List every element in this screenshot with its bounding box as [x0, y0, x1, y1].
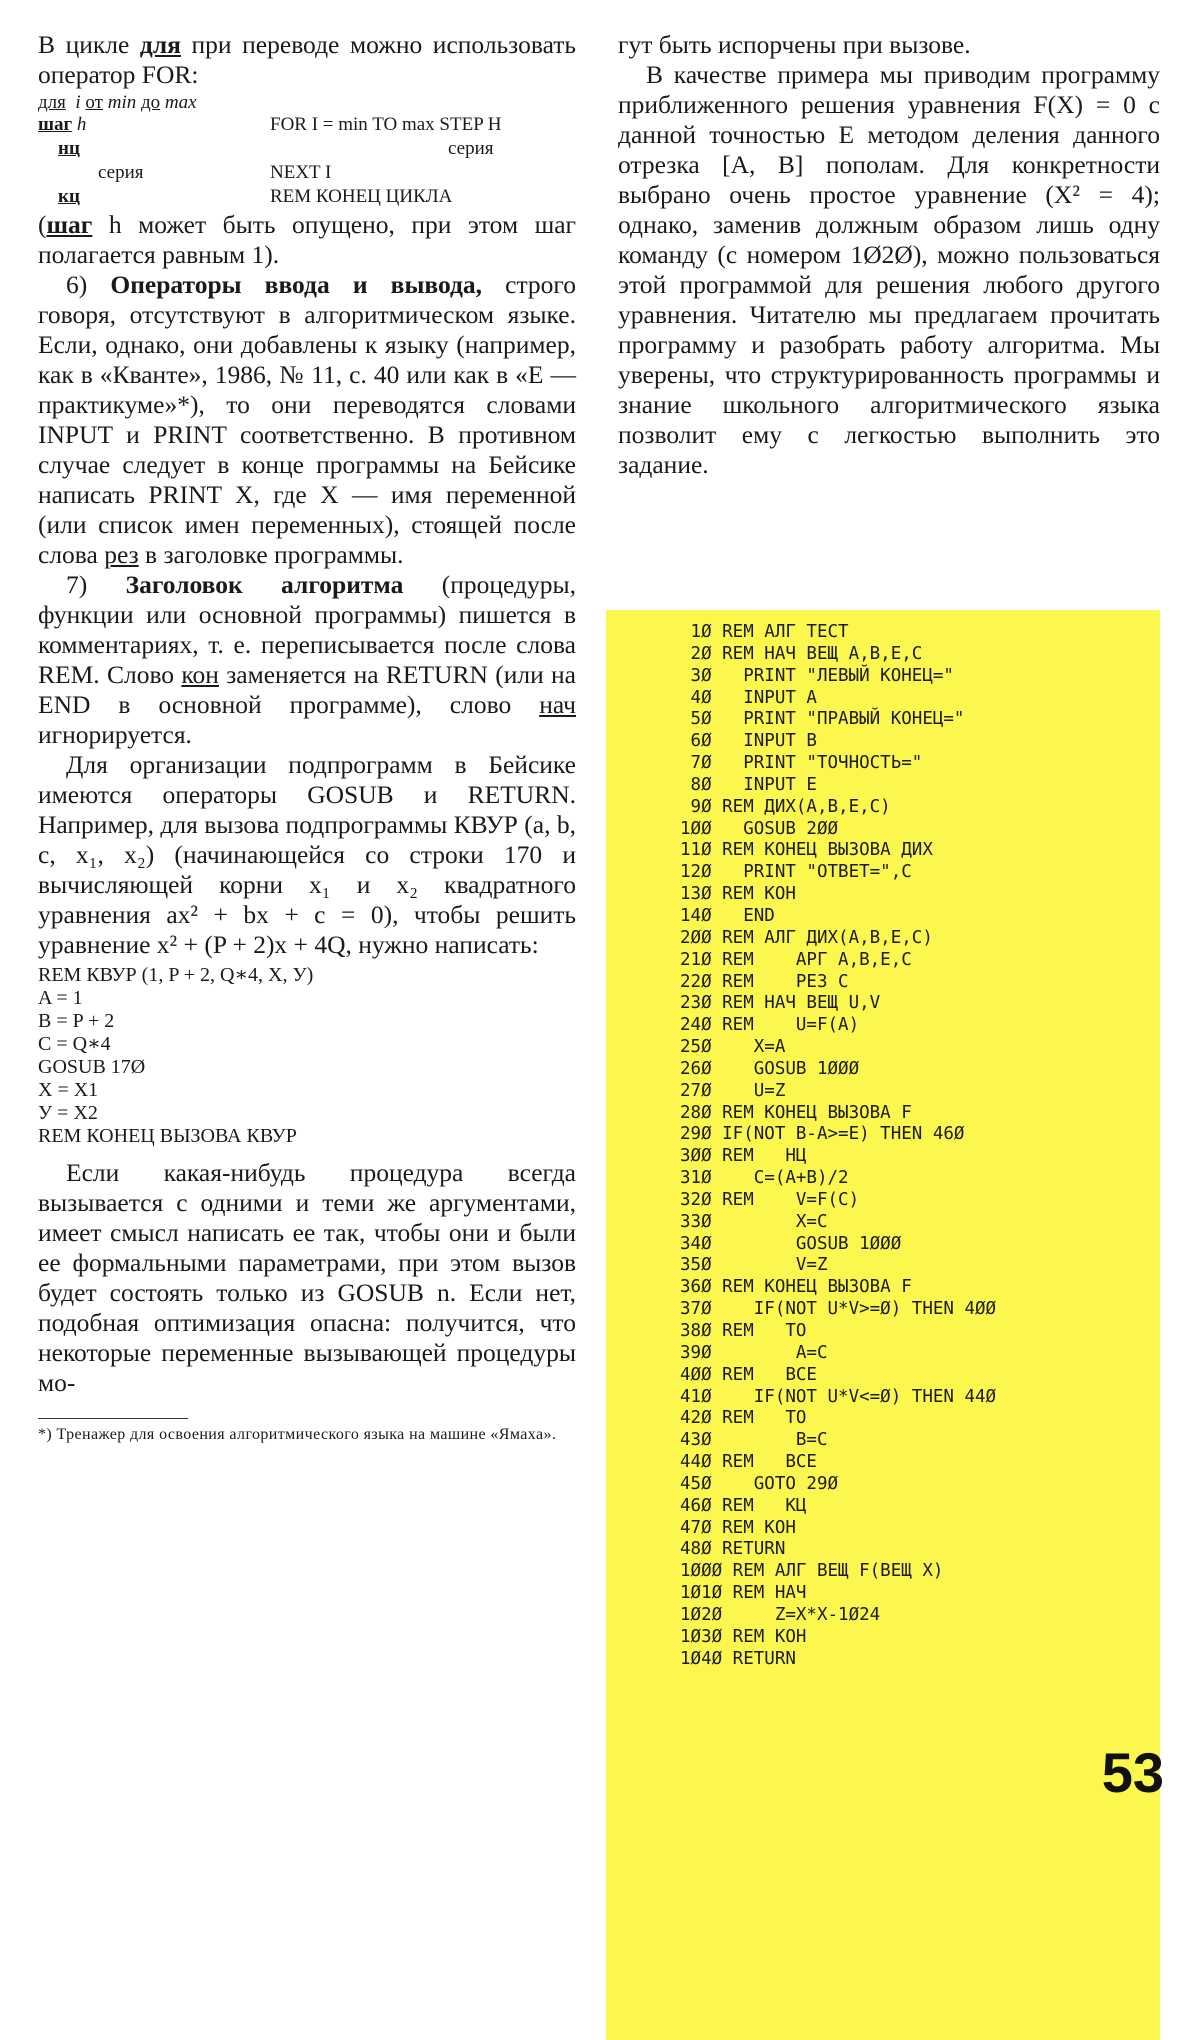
- listing-line: 4ØØ REM ВСЕ: [680, 1364, 817, 1385]
- listing-line: 21Ø REM АРГ A,B,E,C: [680, 949, 912, 970]
- listing-line: 37Ø IF(NOT U*V>=Ø) THEN 4ØØ: [680, 1299, 997, 1320]
- page-number: 53: [1101, 1741, 1164, 1804]
- listing-line: 38Ø REM ТО: [680, 1321, 807, 1341]
- code-line: У = X2: [38, 1102, 98, 1124]
- listing-line: 22Ø REM РЕЗ C: [680, 971, 849, 992]
- paragraph-io: [38, 270, 576, 570]
- listing-line: 3Ø PRINT "ЛЕВЫЙ КОНЕЦ=": [680, 665, 954, 686]
- listing-line: 11Ø REM КОНЕЦ ВЫЗОВА ДИХ: [680, 840, 933, 861]
- kw-do: до: [140, 92, 161, 113]
- bold-heading: Заголовок алгоритма: [125, 570, 404, 599]
- text: (: [38, 210, 47, 239]
- text: игнорируется.: [38, 720, 192, 749]
- keyword: рез: [104, 540, 139, 569]
- listing-line: 1ØØ GOSUB 2ØØ: [680, 818, 839, 839]
- listing-line: 28Ø REM КОНЕЦ ВЫЗОВА F: [680, 1102, 912, 1123]
- keyword: нач: [539, 690, 576, 719]
- listing-line: 3ØØ REM НЦ: [680, 1146, 807, 1167]
- listing-line: 2ØØ REM АЛГ ДИХ(A,B,E,C): [680, 927, 933, 948]
- paragraph-header: [38, 570, 576, 750]
- listing-line: 1Ø4Ø RETURN: [680, 1648, 796, 1669]
- keyword: кон: [181, 660, 219, 689]
- text: в заголовке программы.: [138, 540, 404, 569]
- algo-line-1: [38, 92, 197, 114]
- left-column: [38, 30, 576, 1445]
- keyword: шаг: [46, 210, 93, 239]
- listing-line: 44Ø REM ВСЕ: [680, 1452, 817, 1473]
- code-example: [38, 964, 576, 1148]
- code-line: X = X1: [38, 1079, 99, 1101]
- var-min: min: [107, 92, 137, 113]
- listing-line: 14Ø END: [680, 905, 775, 926]
- listing-line: 25Ø X=A: [680, 1037, 786, 1058]
- kw-nc: нц: [58, 138, 80, 159]
- algo-line-2: [38, 114, 86, 136]
- footnote-divider: [38, 1418, 188, 1419]
- seria-left: серия: [98, 162, 144, 183]
- listing-line: 36Ø REM КОНЕЦ ВЫЗОВА F: [680, 1277, 912, 1298]
- listing-line: 42Ø REM ТО: [680, 1408, 807, 1429]
- listing-line: 24Ø REM U=F(A): [680, 1015, 860, 1036]
- program-listing: [606, 610, 1160, 2040]
- keyword: для: [139, 30, 181, 59]
- listing-line: 13Ø REM КОН: [680, 884, 796, 905]
- kw-dlya: для: [38, 92, 66, 113]
- footnote: *) Тренажер для освоения алгоритмического языка на машине «Ямаха».: [38, 1426, 557, 1443]
- listing-line: 41Ø IF(NOT U*V<=Ø) THEN 44Ø: [680, 1386, 997, 1407]
- seria-right: серия: [448, 138, 494, 159]
- kw-ot: от: [85, 92, 103, 113]
- listing-line: 1Ø1Ø REM НАЧ: [680, 1583, 807, 1604]
- code-line: GOSUB 17Ø: [38, 1056, 146, 1078]
- listing-line: 1ØØØ REM АЛГ ВЕЩ F(ВЕЩ X): [680, 1561, 944, 1582]
- listing-line: 34Ø GOSUB 1ØØØ: [680, 1233, 902, 1254]
- kw-kc: кц: [58, 186, 80, 207]
- basic-for: FOR I = min TO max STEP H: [270, 114, 502, 135]
- code-line: C = Q∗4: [38, 1033, 111, 1055]
- paragraph-gosub: Для организации подпрограмм в Бейсике имеются операторы GOSUB и RETURN. Например, для вызова подпрограммы КВУР (a, b, c, x₁, x₂) (начинающейся со строки 170 и вычисляющей корни x₁ и x₂ квадратного уравнения ax² + bx + c = 0), чтобы решить уравнение x² + (P + 2)x + 4Q, нужно написать:: [38, 750, 576, 959]
- listing-line: 39Ø A=C: [680, 1342, 828, 1363]
- text: В цикле: [38, 30, 140, 59]
- right-column: [618, 30, 1160, 480]
- listing-line: 8Ø INPUT E: [680, 774, 817, 795]
- listing-line: 1Ø2Ø Z=X*X-1Ø24: [680, 1604, 881, 1625]
- listing-line: 46Ø REM КЦ: [680, 1495, 807, 1516]
- listing-line: 32Ø REM V=F(C): [680, 1189, 860, 1210]
- listing-line: 9Ø REM ДИХ(A,B,E,C): [680, 796, 891, 817]
- paragraph-step: [38, 210, 576, 270]
- text: (процедуры, функции или основной программы) пишется в комментариях, т. е. переписывается после слова REM. Слово: [38, 570, 576, 689]
- listing-line: 27Ø U=Z: [680, 1080, 786, 1101]
- code-line: REM КОНЕЦ ВЫЗОВА КВУР: [38, 1125, 297, 1147]
- code-line: REM КВУР (1, P + 2, Q∗4, X, У): [38, 964, 314, 986]
- paragraph-for-loop: [38, 30, 576, 90]
- listing-line: 23Ø REM НАЧ ВЕЩ U,V: [680, 993, 881, 1014]
- code-line: A = 1: [38, 987, 83, 1009]
- text: строго говоря, отсутствуют в алгоритмическом языке. Если, однако, они добавлены к языку (например, как в «Кванте», 1986, № 11, с. 40 или как в «Е — практикуме»*), то они переводятся словами INPUT и PRINT соответственно. В противном случае следует в конце программы на Бейсике написать PRINT X, где X — имя переменной (или список имен переменных), стоящей после слова: [38, 270, 576, 569]
- text: при переводе можно использовать оператор FOR:: [38, 30, 576, 89]
- listing-line: 48Ø RETURN: [680, 1539, 786, 1560]
- listing-line: 1Ø REM АЛГ ТЕСТ: [680, 622, 849, 642]
- basic-rem-end: REM КОНЕЦ ЦИКЛА: [270, 186, 453, 207]
- code-line: B = P + 2: [38, 1010, 115, 1032]
- listing-line: 31Ø C=(A+B)/2: [680, 1168, 849, 1189]
- listing-line: 4Ø INPUT A: [680, 687, 817, 708]
- var-h: h: [76, 114, 87, 135]
- listing-line: 47Ø REM КОН: [680, 1517, 796, 1538]
- listing-line: 43Ø B=C: [680, 1430, 828, 1451]
- listing-lines: [680, 622, 996, 1671]
- text: заменяется на RETURN (или на END в основной программе), слово: [38, 660, 577, 719]
- text: 6): [66, 270, 111, 299]
- listing-line: 1Ø3Ø REM КОН: [680, 1626, 807, 1647]
- listing-line: 2Ø REM НАЧ ВЕЩ A,B,E,C: [680, 643, 923, 664]
- bold-heading: Операторы ввода и вывода,: [110, 270, 482, 299]
- var-max: max: [164, 92, 197, 113]
- listing-line: 7Ø PRINT "ТОЧНОСТЬ=": [680, 753, 923, 774]
- listing-line: 12Ø PRINT "ОТВЕТ=",C: [680, 862, 912, 883]
- kw-shag: шаг: [38, 114, 73, 135]
- paragraph-example: В качестве примера мы приводим программу приближенного решения уравнения F(X) = 0 с данной точностью E методом деления данного отрезка [A, B] пополам. Для конкретности выбрано очень простое уравнение (X² = 4); однако, заменив должным образом лишь одну команду (с номером 1Ø2Ø), можно пользоваться этой программой для решения любого другого уравнения. Читателю мы предлагаем прочитать программу и разобрать работу алгоритма. Мы уверены, что структурированность программы и знание школьного алгоритмического языка позволит ему с легкостью выполнить это задание.: [618, 60, 1160, 479]
- listing-line: 29Ø IF(NOT B-A>=E) THEN 46Ø: [680, 1124, 965, 1145]
- listing-line: 45Ø GOTO 29Ø: [680, 1473, 839, 1494]
- listing-line: 5Ø PRINT "ПРАВЫЙ КОНЕЦ=": [680, 709, 965, 730]
- paragraph-optimization: Если какая-нибудь процедура всегда вызывается с одними и теми же аргументами, имеет смысл написать ее так, чтобы они и были ее формальными параметрами, при этом вызов будет состоять только из GOSUB n. Если нет, подобная оптимизация опасна: получится, что некоторые переменные вызывающей процедуры мо-: [38, 1158, 576, 1397]
- listing-line: 6Ø INPUT B: [680, 731, 817, 752]
- listing-line: 26Ø GOSUB 1ØØØ: [680, 1058, 860, 1079]
- paragraph-continuation: гут быть испорчены при вызове.: [618, 30, 971, 59]
- listing-line: 33Ø X=C: [680, 1211, 828, 1232]
- text: 7): [66, 570, 126, 599]
- algorithm-mapping-block: [38, 90, 576, 210]
- var-i: i: [75, 92, 81, 113]
- text: h может быть опущено, при этом шаг полагается равным 1).: [38, 210, 576, 269]
- basic-next: NEXT I: [270, 162, 332, 183]
- listing-line: 35Ø V=Z: [680, 1255, 828, 1276]
